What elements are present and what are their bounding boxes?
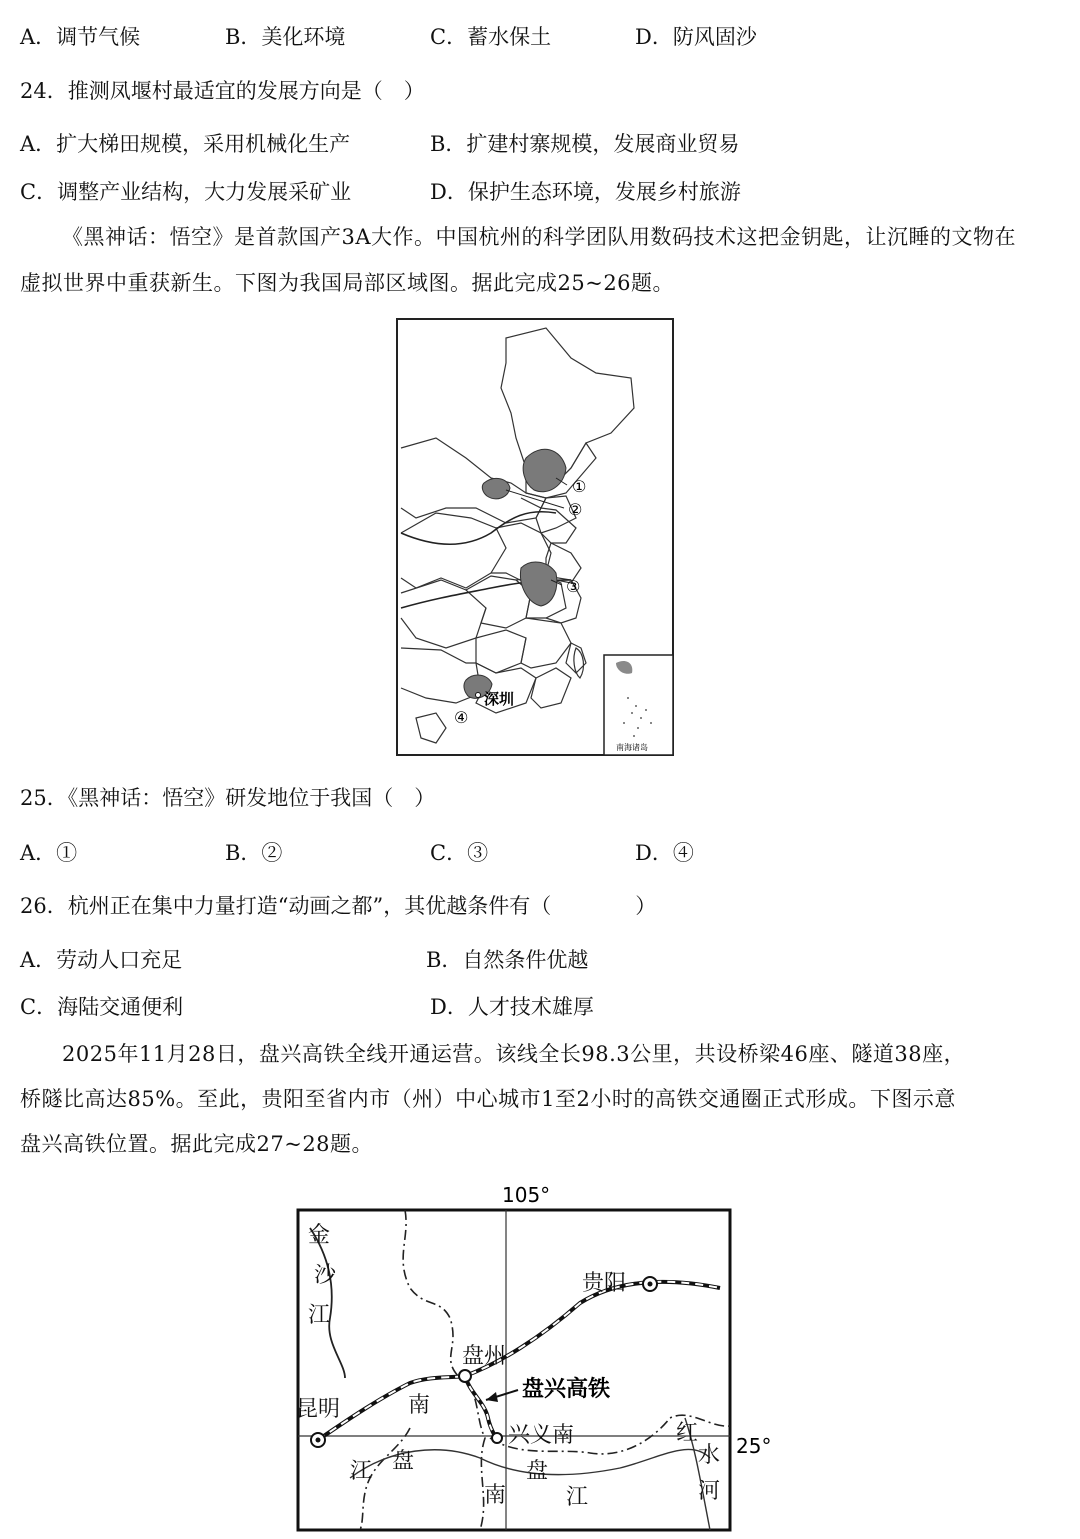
kunming-label: 昆明: [296, 1397, 341, 1422]
railway-label: 盘兴高铁: [522, 1377, 611, 1402]
q24-option-d: D．保护生态环境，发展乡村旅游: [430, 180, 741, 204]
q25-option-c: C．③: [430, 841, 489, 865]
q25-option-d: D．④: [635, 841, 694, 865]
q25-option-a: A．①: [20, 841, 78, 865]
marker-2: ②: [568, 500, 583, 519]
inset-label: 南海诸岛: [616, 743, 648, 752]
jinsha-1: 金: [308, 1223, 331, 1248]
jinsha-3: 江: [308, 1303, 331, 1328]
passage2-line1: 2025年11月28日，盘兴高铁全线开通运营。该线全长98.3公里，共设桥梁46座、隧道38座，: [62, 1042, 966, 1066]
hongshui-1: 红: [676, 1421, 699, 1446]
shenzhen-label: 深圳: [484, 690, 515, 708]
q23-option-a: A．调节气候: [20, 25, 141, 49]
shenzhen-dot: [476, 693, 481, 698]
nan-east: 南: [484, 1483, 507, 1508]
pan-east: 盘: [526, 1459, 549, 1484]
passage1-line2: 虚拟世界中重获新生。下图为我国局部区域图。据此完成25~26题。: [20, 271, 675, 295]
q24-option-c: C．调整产业结构，大力发展采矿业: [20, 180, 352, 204]
region-2: [482, 478, 510, 498]
longitude-label: 105°: [502, 1183, 551, 1207]
q23-option-b: B．美化环境: [225, 25, 346, 49]
guiyang-label: 贵阳: [582, 1271, 627, 1296]
q23-option-c: C．蓄水保土: [430, 25, 552, 49]
china-region-map: [396, 318, 674, 756]
q24-option-b: B．扩建村寨规模，发展商业贸易: [430, 132, 740, 156]
q26-option-a: A．劳动人口充足: [20, 948, 183, 972]
q25-stem: 25．《黑神话：悟空》研发地位于我国（ ）: [20, 786, 436, 810]
guiyang-dot: [648, 1282, 653, 1287]
passage2-line3: 盘兴高铁位置。据此完成27~28题。: [20, 1132, 374, 1156]
xingyinan-label: 兴义南: [508, 1423, 575, 1448]
nanpan-west-1: 南: [408, 1393, 431, 1418]
jiang-east: 江: [566, 1485, 589, 1510]
q25-option-b: B．②: [225, 841, 283, 865]
panzhou-label: 盘州: [462, 1344, 507, 1369]
q24-option-a: A．扩大梯田规模，采用机械化生产: [20, 132, 351, 156]
q24-stem: 24．推测凤堰村最适宜的发展方向是（ ）: [20, 79, 425, 103]
xingyinan-symbol: [492, 1433, 502, 1443]
hongshui-2: 水: [698, 1443, 721, 1468]
q26-option-d: D．人才技术雄厚: [430, 995, 594, 1019]
jinsha-2: 沙: [314, 1263, 337, 1288]
panzhou-symbol: [459, 1370, 471, 1382]
south-sea-inset: [604, 655, 673, 755]
hongshui-3: 河: [698, 1479, 721, 1504]
marker-4: ④: [454, 708, 469, 727]
passage1-line1: 《黑神话：悟空》是首款国产3A大作。中国杭州的科学团队用数码技术这把金钥匙，让沉睡的文物在: [62, 225, 1017, 249]
q26-stem: 26．杭州正在集中力量打造“动画之都”，其优越条件有（ ）: [20, 894, 657, 918]
panxing-railway-map: [290, 1178, 780, 1534]
q26-option-c: C．海陆交通便利: [20, 995, 184, 1019]
passage2-line2: 桥隧比高达85%。至此，贵阳至省内市（州）中心城市1至2小时的高铁交通圈正式形成。下图示意: [20, 1087, 956, 1111]
marker-1: ①: [572, 477, 587, 496]
nanpan-west-2: 盘: [392, 1449, 415, 1474]
q26-option-b: B．自然条件优越: [426, 948, 589, 972]
marker-3: ③: [566, 577, 581, 596]
latitude-label: 25°: [736, 1434, 772, 1458]
kunming-dot: [316, 1438, 321, 1443]
q23-option-d: D．防风固沙: [635, 25, 757, 49]
nanpan-west-3: 江: [350, 1459, 373, 1484]
